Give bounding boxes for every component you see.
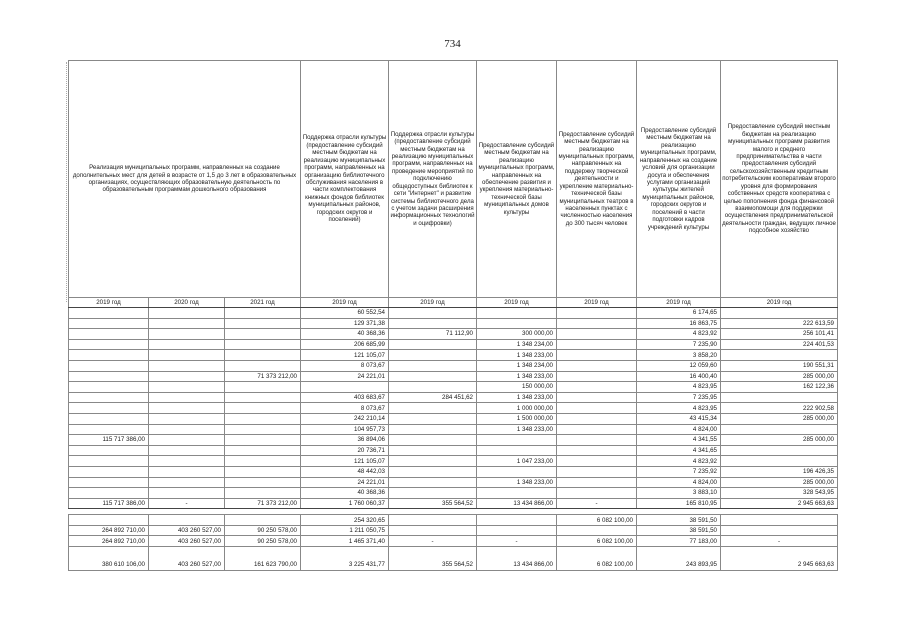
data-table bbox=[68, 60, 838, 571]
table-cell bbox=[225, 424, 301, 435]
table-cell: 38 591,50 bbox=[637, 525, 721, 536]
table-cell bbox=[225, 350, 301, 361]
table-cell: - bbox=[557, 498, 637, 509]
table-cell: 1 000 000,00 bbox=[477, 403, 557, 414]
table-cell bbox=[225, 392, 301, 403]
table-cell bbox=[69, 350, 149, 361]
table-cell: 4 341,55 bbox=[637, 435, 721, 446]
table-cell bbox=[557, 339, 637, 350]
table-cell: 8 073,67 bbox=[301, 360, 389, 371]
table-cell: 129 371,38 bbox=[301, 318, 389, 329]
table-cell bbox=[389, 515, 477, 526]
table-cell bbox=[149, 413, 225, 424]
table-cell bbox=[557, 525, 637, 536]
table-cell bbox=[149, 403, 225, 414]
table-cell bbox=[721, 525, 838, 536]
table-cell: 264 892 710,00 bbox=[69, 525, 149, 536]
table-cell: 196 426,35 bbox=[721, 466, 838, 477]
table-cell bbox=[149, 329, 225, 340]
table-cell: 161 623 790,00 bbox=[225, 547, 301, 571]
table-cell: 90 250 578,00 bbox=[225, 525, 301, 536]
table-cell: 243 893,95 bbox=[637, 547, 721, 571]
table-cell bbox=[389, 360, 477, 371]
table-cell: 6 082 100,00 bbox=[557, 515, 637, 526]
table-cell: 4 823,95 bbox=[637, 382, 721, 393]
header-cell-culture-houses: Предоставление субсидий местным бюджетам на реализацию муниципальных программ, направленных на обеспечение развития и укрепления материально-технической базы муниципальных домов культуры bbox=[477, 61, 557, 298]
header-cell-theatres: Предоставление субсидий местным бюджетам на реализацию муниципальных программ, направленных на поддержку творческой деятельности и укрепление материально-технической базы муниципальных театров в населенных пунктах с численностью населения до 300 тысяч человек bbox=[557, 61, 637, 298]
page-number: 734 bbox=[444, 38, 461, 50]
table-cell bbox=[389, 456, 477, 467]
table-row bbox=[69, 456, 838, 467]
table-row bbox=[69, 339, 838, 350]
table-row bbox=[69, 466, 838, 477]
table-cell: 300 000,00 bbox=[477, 329, 557, 340]
table-cell: 285 000,00 bbox=[721, 371, 838, 382]
table-cell bbox=[69, 445, 149, 456]
table-cell: 7 235,92 bbox=[637, 466, 721, 477]
table-cell bbox=[69, 382, 149, 393]
table-cell bbox=[389, 424, 477, 435]
table-cell: 7 235,95 bbox=[637, 392, 721, 403]
table-cell: 1 348 233,00 bbox=[477, 477, 557, 488]
table-row bbox=[69, 515, 838, 526]
table-cell bbox=[557, 329, 637, 340]
header-cell-library-funds: Поддержка отрасли культуры (предоставление субсидий местным бюджетам на реализацию муниципальных программ, направленных на организацию библиотечного обслуживания населения в части комплектования книжных фондов библиотек муниципальных районов, городских округов и поселений) bbox=[301, 61, 389, 298]
table-cell: 1 348 234,00 bbox=[477, 360, 557, 371]
table-cell: 3 858,20 bbox=[637, 350, 721, 361]
table-cell bbox=[69, 339, 149, 350]
table-cell: 121 105,07 bbox=[301, 350, 389, 361]
table-cell bbox=[149, 360, 225, 371]
table-cell bbox=[149, 445, 225, 456]
table-row bbox=[69, 318, 838, 329]
table-cell: 13 434 866,00 bbox=[477, 498, 557, 509]
table-cell: 43 415,34 bbox=[637, 413, 721, 424]
table-cell: 115 717 386,00 bbox=[69, 498, 149, 509]
table-cell: 162 122,36 bbox=[721, 382, 838, 393]
table-cell bbox=[477, 488, 557, 499]
table-cell: 285 000,00 bbox=[721, 413, 838, 424]
table-row bbox=[69, 477, 838, 488]
table-cell: 150 000,00 bbox=[477, 382, 557, 393]
table-cell bbox=[225, 488, 301, 499]
table-cell bbox=[557, 466, 637, 477]
table-cell bbox=[477, 435, 557, 446]
table-cell: 71 373 212,00 bbox=[225, 498, 301, 509]
table-cell bbox=[389, 435, 477, 446]
table-cell bbox=[389, 525, 477, 536]
table-cell bbox=[69, 371, 149, 382]
table-cell: 206 685,99 bbox=[301, 339, 389, 350]
table-cell bbox=[557, 392, 637, 403]
table-cell bbox=[225, 382, 301, 393]
table-cell: 4 824,00 bbox=[637, 477, 721, 488]
table-cell bbox=[149, 488, 225, 499]
table-cell: 1 500 000,00 bbox=[477, 413, 557, 424]
year-header: 2020 год bbox=[149, 298, 225, 308]
table-cell bbox=[69, 392, 149, 403]
table-row bbox=[69, 360, 838, 371]
table-cell bbox=[389, 350, 477, 361]
table-cell bbox=[721, 308, 838, 319]
table-row bbox=[69, 413, 838, 424]
table-cell: 16 863,75 bbox=[637, 318, 721, 329]
table-cell bbox=[721, 424, 838, 435]
table-cell bbox=[225, 477, 301, 488]
table-cell bbox=[389, 318, 477, 329]
table-cell bbox=[557, 382, 637, 393]
table-row bbox=[69, 424, 838, 435]
year-header: 2019 год bbox=[637, 298, 721, 308]
table-cell bbox=[557, 318, 637, 329]
year-header-row bbox=[69, 298, 838, 308]
table-cell: 48 442,03 bbox=[301, 466, 389, 477]
table-cell: 3 225 431,77 bbox=[301, 547, 389, 571]
table-row bbox=[69, 536, 838, 547]
table-cell bbox=[389, 382, 477, 393]
table-cell bbox=[69, 424, 149, 435]
table-cell bbox=[149, 371, 225, 382]
table-cell bbox=[149, 308, 225, 319]
table-cell bbox=[225, 466, 301, 477]
table-cell: 40 368,36 bbox=[301, 329, 389, 340]
table-cell: 115 717 386,00 bbox=[69, 435, 149, 446]
table-cell bbox=[477, 515, 557, 526]
table-cell: 1 047 233,00 bbox=[477, 456, 557, 467]
table-cell bbox=[225, 318, 301, 329]
table-cell bbox=[477, 445, 557, 456]
table-cell bbox=[477, 525, 557, 536]
table-cell bbox=[557, 360, 637, 371]
year-header: 2019 год bbox=[69, 298, 149, 308]
table-cell bbox=[225, 445, 301, 456]
header-cell-library-internet: Поддержка отрасли культуры (предоставление субсидий местным бюджетам на реализацию муниципальных программ, направленных на проведение мероприятий по подключению общедоступных библиотек к сети "Интернет" и развитие системы библиотечного дела с учетом задачи расширения информационных технологий и оцифровки) bbox=[389, 61, 477, 298]
year-header: 2019 год bbox=[301, 298, 389, 308]
table-cell bbox=[149, 318, 225, 329]
table-cell bbox=[69, 318, 149, 329]
table-cell: 403 683,67 bbox=[301, 392, 389, 403]
table-cell bbox=[557, 308, 637, 319]
year-header: 2019 год bbox=[721, 298, 838, 308]
table-cell bbox=[225, 515, 301, 526]
table-cell: 1 348 234,00 bbox=[477, 339, 557, 350]
total-row bbox=[69, 498, 838, 509]
table-cell: 77 183,00 bbox=[637, 536, 721, 547]
table-cell: 190 551,31 bbox=[721, 360, 838, 371]
table-cell bbox=[69, 477, 149, 488]
table-cell bbox=[557, 435, 637, 446]
table-cell bbox=[557, 424, 637, 435]
table-cell: 7 235,90 bbox=[637, 339, 721, 350]
table-cell bbox=[69, 360, 149, 371]
table-cell bbox=[69, 456, 149, 467]
table-cell bbox=[389, 445, 477, 456]
table-row bbox=[69, 445, 838, 456]
table-cell bbox=[149, 339, 225, 350]
table-cell bbox=[389, 403, 477, 414]
table-cell: 24 221,01 bbox=[301, 371, 389, 382]
table-cell bbox=[389, 477, 477, 488]
table-cell: 121 105,07 bbox=[301, 456, 389, 467]
table-cell bbox=[225, 339, 301, 350]
table-cell bbox=[557, 477, 637, 488]
table-cell: 36 894,06 bbox=[301, 435, 389, 446]
table-cell: - bbox=[149, 498, 225, 509]
table-cell bbox=[69, 413, 149, 424]
table-cell: 3 883,10 bbox=[637, 488, 721, 499]
table-cell: 1 465 371,40 bbox=[301, 536, 389, 547]
table-cell: 328 543,95 bbox=[721, 488, 838, 499]
table-row bbox=[69, 371, 838, 382]
year-header: 2019 год bbox=[389, 298, 477, 308]
table-cell: 40 368,36 bbox=[301, 488, 389, 499]
table-cell: 284 451,62 bbox=[389, 392, 477, 403]
table-cell: 1 211 050,75 bbox=[301, 525, 389, 536]
table-cell bbox=[225, 308, 301, 319]
table-cell bbox=[389, 413, 477, 424]
table-cell bbox=[389, 488, 477, 499]
table-cell: - bbox=[721, 536, 838, 547]
table-cell bbox=[149, 424, 225, 435]
table-row bbox=[69, 403, 838, 414]
table-cell: 71 112,90 bbox=[389, 329, 477, 340]
table-cell: 90 250 578,00 bbox=[225, 536, 301, 547]
table-cell bbox=[389, 466, 477, 477]
table-cell: 2 945 663,63 bbox=[721, 498, 838, 509]
table-cell: 224 401,53 bbox=[721, 339, 838, 350]
table-cell bbox=[149, 466, 225, 477]
table-cell: 4 823,92 bbox=[637, 329, 721, 340]
table-cell bbox=[149, 382, 225, 393]
table-cell: 1 348 233,00 bbox=[477, 392, 557, 403]
table-cell bbox=[69, 488, 149, 499]
header-cell-culture-staff: Предоставление субсидий местным бюджетам на реализацию муниципальных программ, направленных на создание условий для организации досуга и обеспечения услугами организаций культуры жителей муниципальных районов, городских округов и поселений в части подготовки кадров учреждений культуры bbox=[637, 61, 721, 298]
table-cell bbox=[721, 456, 838, 467]
table-cell bbox=[225, 360, 301, 371]
table-cell: 12 059,60 bbox=[637, 360, 721, 371]
table-cell bbox=[721, 515, 838, 526]
table-row bbox=[69, 488, 838, 499]
table-cell bbox=[389, 308, 477, 319]
table-cell: 165 810,95 bbox=[637, 498, 721, 509]
table-cell bbox=[149, 392, 225, 403]
table-cell bbox=[557, 445, 637, 456]
table-row bbox=[69, 308, 838, 319]
table-cell: 285 000,00 bbox=[721, 477, 838, 488]
table-cell: 4 823,92 bbox=[637, 456, 721, 467]
table-row bbox=[69, 525, 838, 536]
table-cell bbox=[149, 515, 225, 526]
table-cell: 8 073,67 bbox=[301, 403, 389, 414]
table-cell: 20 736,71 bbox=[301, 445, 389, 456]
header-cell-preschool-places: Реализация муниципальных программ, направленных на создание дополнительных мест для детей в возрасте от 1,5 до 3 лет в образовательных организациях, осуществляющих образовательную деятельность по образовательным программам дошкольного образования bbox=[69, 61, 301, 298]
table-cell: - bbox=[389, 536, 477, 547]
table-row bbox=[69, 329, 838, 340]
table-cell: 1 348 233,00 bbox=[477, 424, 557, 435]
table-cell: 380 610 106,00 bbox=[69, 547, 149, 571]
table-cell: 403 260 527,00 bbox=[149, 525, 225, 536]
table-cell: 1 348 233,00 bbox=[477, 371, 557, 382]
table-cell: 4 823,95 bbox=[637, 403, 721, 414]
grand-total-row bbox=[69, 547, 838, 571]
table-row bbox=[69, 382, 838, 393]
table-cell: 60 552,54 bbox=[301, 308, 389, 319]
table-cell: 6 082 100,00 bbox=[557, 547, 637, 571]
table-cell bbox=[389, 339, 477, 350]
table-cell bbox=[69, 515, 149, 526]
table-cell bbox=[149, 477, 225, 488]
table-cell bbox=[557, 403, 637, 414]
table-cell: 256 101,41 bbox=[721, 329, 838, 340]
table-cell: 355 564,52 bbox=[389, 547, 477, 571]
table-cell bbox=[389, 371, 477, 382]
table-cell bbox=[69, 308, 149, 319]
table-cell bbox=[557, 488, 637, 499]
table-cell bbox=[225, 435, 301, 446]
table-cell bbox=[225, 456, 301, 467]
table-cell bbox=[69, 403, 149, 414]
year-header: 2019 год bbox=[557, 298, 637, 308]
table-cell bbox=[149, 350, 225, 361]
table-cell bbox=[149, 456, 225, 467]
table-cell: 242 210,14 bbox=[301, 413, 389, 424]
table-cell: 6 174,65 bbox=[637, 308, 721, 319]
table-cell bbox=[225, 413, 301, 424]
table-cell: 1 760 060,37 bbox=[301, 498, 389, 509]
table-cell bbox=[477, 466, 557, 477]
table-cell: 254 320,65 bbox=[301, 515, 389, 526]
table-cell: - bbox=[477, 536, 557, 547]
table-cell: 264 892 710,00 bbox=[69, 536, 149, 547]
table-cell: 4 824,00 bbox=[637, 424, 721, 435]
year-header: 2021 год bbox=[225, 298, 301, 308]
table-cell: 2 945 663,63 bbox=[721, 547, 838, 571]
table-cell bbox=[225, 403, 301, 414]
table-cell bbox=[557, 371, 637, 382]
table-cell bbox=[721, 445, 838, 456]
table-row bbox=[69, 392, 838, 403]
table-row bbox=[69, 350, 838, 361]
table-cell bbox=[721, 392, 838, 403]
table-cell bbox=[225, 329, 301, 340]
table-cell: 222 613,59 bbox=[721, 318, 838, 329]
year-header: 2019 год bbox=[477, 298, 557, 308]
table-body bbox=[69, 308, 838, 571]
table-cell: 285 000,00 bbox=[721, 435, 838, 446]
table-cell bbox=[301, 382, 389, 393]
table-cell bbox=[477, 318, 557, 329]
table-cell bbox=[69, 329, 149, 340]
table-cell: 16 400,40 bbox=[637, 371, 721, 382]
table-cell: 38 591,50 bbox=[637, 515, 721, 526]
table-cell bbox=[69, 466, 149, 477]
table-cell: 104 957,73 bbox=[301, 424, 389, 435]
header-cell-small-business: Предоставление субсидий местным бюджетам на реализацию муниципальных программ развития малого и среднего предпринимательства в части предоставления субсидий сельскохозяйственным кредитным потребительским кооперативам второго уровня для формирования собственных средств кооператива с целью пополнения фонда финансовой взаимопомощи для поддержки осуществления предпринимательской деятельности граждан, ведущих личное подсобное хозяйство bbox=[721, 61, 838, 298]
table-cell: 6 082 100,00 bbox=[557, 536, 637, 547]
table-cell bbox=[721, 350, 838, 361]
table-cell: 24 221,01 bbox=[301, 477, 389, 488]
table-cell: 13 434 866,00 bbox=[477, 547, 557, 571]
table-cell: 403 260 527,00 bbox=[149, 547, 225, 571]
table-cell: 355 564,52 bbox=[389, 498, 477, 509]
table-cell bbox=[557, 350, 637, 361]
table-cell bbox=[149, 435, 225, 446]
table-row bbox=[69, 435, 838, 446]
table-cell bbox=[477, 308, 557, 319]
table-cell: 403 260 527,00 bbox=[149, 536, 225, 547]
table-cell: 71 373 212,00 bbox=[225, 371, 301, 382]
table-cell bbox=[557, 456, 637, 467]
header-row bbox=[69, 61, 838, 298]
table-cell: 4 341,65 bbox=[637, 445, 721, 456]
table-cell: 222 902,58 bbox=[721, 403, 838, 414]
table-cell: 1 348 233,00 bbox=[477, 350, 557, 361]
table-cell bbox=[557, 413, 637, 424]
